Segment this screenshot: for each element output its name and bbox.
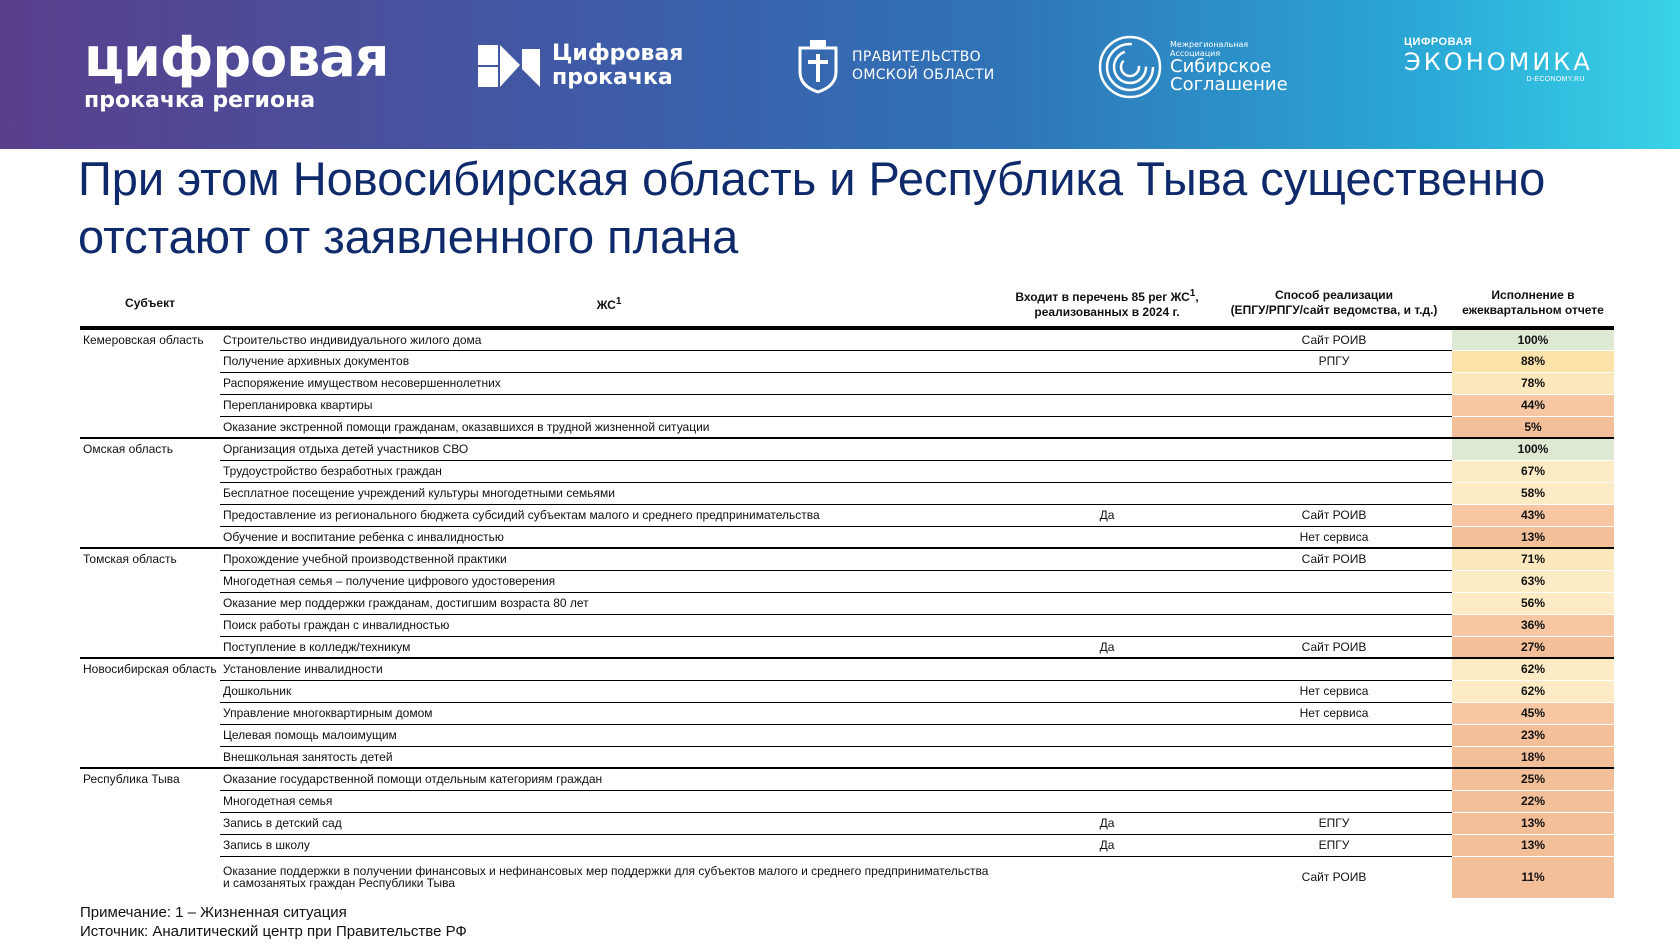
main-logo-line1: цифровая — [84, 26, 389, 89]
logo3-line2: Соглашение — [1170, 74, 1288, 95]
siberian-agreement-logo — [1098, 32, 1288, 102]
way-cell: Нет сервиса — [1216, 680, 1452, 702]
table-row — [80, 658, 1614, 680]
js-name-cell: Дошкольник — [220, 680, 998, 702]
table-row — [80, 438, 1614, 460]
table-row — [80, 614, 1614, 636]
execution-percent-cell: 78% — [1452, 372, 1614, 394]
footnote-note: Примечание: 1 – Жизненная ситуация — [80, 904, 347, 921]
execution-percent-cell: 13% — [1452, 834, 1614, 856]
header-exec — [1452, 284, 1614, 328]
js-name-cell: Распоряжение имуществом несовершеннолетних — [220, 372, 998, 394]
table-row — [80, 350, 1614, 372]
js-name-cell: Управление многоквартирным домом — [220, 702, 998, 724]
list-flag-cell: Да — [1099, 639, 1115, 654]
table-row — [80, 636, 1614, 658]
header-exec-b: ежеквартальном отчете — [1462, 303, 1604, 317]
list-flag-cell — [998, 394, 1216, 416]
js-name-cell: Трудоустройство безработных граждан — [220, 460, 998, 482]
way-cell: Сайт РОИВ — [1216, 328, 1452, 350]
way-cell — [1216, 570, 1452, 592]
cifrovaya-prokachka-logo-icon — [478, 45, 540, 87]
table-row — [80, 482, 1614, 504]
table-row — [80, 526, 1614, 548]
list-flag-cell — [998, 438, 1216, 460]
header-exec-a: Исполнение в — [1491, 288, 1575, 302]
logo1-line2: прокачка — [552, 65, 673, 90]
table-body — [80, 328, 1614, 898]
logo1-line1: Цифровая — [552, 41, 684, 66]
logo2-line1: ПРАВИТЕЛЬСТВО — [852, 49, 982, 65]
execution-percent-cell: 63% — [1452, 570, 1614, 592]
js-name-cell: Организация отдыха детей участников СВО — [220, 438, 998, 460]
js-name-cell: Оказание экстренной помощи гражданам, оказавшихся в трудной жизненной ситуации — [223, 419, 710, 434]
js-name-cell: Оказание мер поддержки гражданам, достигшим возраста 80 лет — [220, 592, 998, 614]
cifrovaya-prokachka-logo — [478, 42, 683, 90]
list-flag-cell — [998, 460, 1216, 482]
js-name-cell: Многодетная семья – получение цифрового удостоверения — [220, 570, 998, 592]
subject-cell: Кемеровская область — [80, 328, 220, 438]
js-name-cell: Запись в детский сад — [220, 812, 998, 834]
table-row — [80, 548, 1614, 570]
table-row — [80, 570, 1614, 592]
way-cell: Сайт РОИВ — [1216, 504, 1452, 526]
execution-percent-cell: 5% — [1452, 416, 1614, 438]
table-row — [80, 416, 1614, 438]
js-name-cell: Внешкольная занятость детей — [223, 749, 393, 764]
js-name-cell: Бесплатное посещение учреждений культуры многодетными семьями — [220, 482, 998, 504]
list-flag-cell — [998, 614, 1216, 636]
header-way-b: (ЕПГУ/РПГУ/сайт ведомства, и т.д.) — [1230, 303, 1438, 317]
main-logo-line2: прокачка региона — [84, 88, 316, 113]
execution-percent-cell: 100% — [1452, 328, 1614, 350]
js-name-cell: Поступление в колледж/техникум — [223, 639, 411, 654]
way-cell: РПГУ — [1216, 350, 1452, 372]
logo3-small2: Ассоциация — [1170, 49, 1221, 58]
execution-percent-cell: 67% — [1452, 460, 1614, 482]
page-title: При этом Новосибирская область и Республика Тыва существенно отстают от заявленного плана — [78, 152, 1546, 263]
table-row — [80, 724, 1614, 746]
table-row — [80, 372, 1614, 394]
execution-percent-cell: 62% — [1452, 680, 1614, 702]
list-flag-cell — [998, 328, 1216, 350]
js-name-cell: Перепланировка квартиры — [220, 394, 998, 416]
way-cell: Нет сервиса — [1299, 529, 1369, 544]
execution-percent-cell: 23% — [1452, 724, 1614, 746]
table-row — [80, 768, 1614, 790]
list-flag-cell — [998, 856, 1216, 898]
list-flag-cell — [998, 350, 1216, 372]
list-flag-cell: Да — [998, 834, 1216, 856]
omsk-government-logo — [796, 38, 994, 94]
table-row — [80, 328, 1614, 350]
execution-percent-cell: 88% — [1452, 350, 1614, 372]
list-flag-cell — [998, 680, 1216, 702]
table-row — [80, 834, 1614, 856]
list-flag-cell — [998, 372, 1216, 394]
execution-percent-cell: 56% — [1452, 592, 1614, 614]
table-row — [80, 460, 1614, 482]
subject-cell: Новосибирская область — [80, 658, 220, 768]
omsk-coat-of-arms-icon — [796, 38, 840, 94]
js-name-cell: Поиск работы граждан с инвалидностью — [220, 614, 998, 636]
way-cell — [1216, 482, 1452, 504]
way-cell: Сайт РОИВ — [1216, 548, 1452, 570]
header-js-text: ЖС — [596, 297, 616, 312]
regions-table-wrapper — [80, 284, 1614, 898]
way-cell — [1216, 614, 1452, 636]
execution-percent-cell: 18% — [1452, 746, 1614, 768]
table-row — [80, 790, 1614, 812]
list-flag-cell: Да — [998, 812, 1216, 834]
execution-percent-cell: 58% — [1452, 482, 1614, 504]
table-header-row — [80, 284, 1614, 328]
logo4-line1: ЦИФРОВАЯ — [1404, 36, 1473, 48]
subject-cell: Томская область — [80, 548, 220, 658]
list-flag-cell — [998, 570, 1216, 592]
way-cell — [1216, 460, 1452, 482]
way-cell — [1216, 768, 1452, 790]
execution-percent-cell: 43% — [1452, 504, 1614, 526]
js-name-cell: Оказание государственной помощи отдельным категориям граждан — [220, 768, 998, 790]
js-name-cell: Целевая помощь малоимущим — [220, 724, 998, 746]
table-row — [80, 746, 1614, 768]
execution-percent-cell: 25% — [1452, 768, 1614, 790]
execution-percent-cell: 62% — [1452, 658, 1614, 680]
execution-percent-cell: 13% — [1452, 526, 1614, 548]
way-cell: ЕПГУ — [1216, 834, 1452, 856]
execution-percent-cell: 13% — [1452, 812, 1614, 834]
js-name-cell: Установление инвалидности — [220, 658, 998, 680]
table-row — [80, 856, 1614, 898]
js-name-cell: Получение архивных документов — [220, 350, 998, 372]
spiral-logo-icon — [1098, 32, 1162, 102]
way-cell: Нет сервиса — [1216, 702, 1452, 724]
list-flag-cell — [998, 416, 1216, 438]
execution-percent-cell: 27% — [1452, 636, 1614, 658]
regions-table — [80, 284, 1614, 898]
way-cell: ЕПГУ — [1216, 812, 1452, 834]
header-way-a: Способ реализации — [1274, 288, 1394, 302]
header-js — [220, 284, 998, 328]
table-row — [80, 702, 1614, 724]
digital-economy-logo — [1404, 36, 1593, 83]
header-list-sup: 1 — [1189, 288, 1196, 299]
header-subject: Субъект — [125, 295, 175, 310]
execution-percent-cell: 11% — [1452, 856, 1614, 898]
header-way — [1216, 284, 1452, 328]
way-cell — [1216, 592, 1452, 614]
execution-percent-cell: 36% — [1452, 614, 1614, 636]
way-cell — [1216, 416, 1452, 438]
list-flag-cell — [998, 768, 1216, 790]
js-name-cell: Оказание поддержки в получении финансовых и нефинансовых мер поддержки для субъектов малого и среднего предпринимательства и самозанятых граждан Республики Тыва — [223, 864, 989, 891]
footnote — [80, 903, 467, 941]
list-flag-cell — [998, 790, 1216, 812]
header-list-text-b: , — [1195, 290, 1199, 304]
js-name-cell: Прохождение учебной производственной практики — [220, 548, 998, 570]
logo4-line3: D-ECONOMY.RU — [1526, 76, 1585, 83]
logo2-line2: ОМСКОЙ ОБЛАСТИ — [852, 67, 995, 83]
header-js-sup: 1 — [615, 295, 622, 307]
way-cell — [1216, 372, 1452, 394]
footnote-source: Источник: Аналитический центр при Правительстве РФ — [80, 923, 467, 940]
table-row — [80, 680, 1614, 702]
js-name-cell: Предоставление из регионального бюджета субсидий субъектам малого и среднего предпринимательства — [220, 504, 998, 526]
execution-percent-cell: 100% — [1452, 438, 1614, 460]
table-row — [80, 504, 1614, 526]
header-list-text-a: Входит в перечень 85 рег ЖС — [1015, 290, 1190, 304]
header-list — [998, 284, 1216, 328]
main-logo — [84, 26, 389, 114]
logo3-small1: Межрегиональная — [1170, 40, 1249, 49]
way-cell — [1216, 746, 1452, 768]
js-name-cell: Строительство индивидуального жилого дома — [220, 328, 998, 350]
subject-cell: Республика Тыва — [80, 768, 220, 898]
js-name-cell: Многодетная семья — [220, 790, 998, 812]
js-name-cell: Запись в школу — [220, 834, 998, 856]
logo4-line2: ЭКОНОМИКА — [1404, 48, 1593, 76]
list-flag-cell — [998, 658, 1216, 680]
list-flag-cell — [998, 548, 1216, 570]
header-list-text-c: реализованных в 2024 г. — [1034, 305, 1180, 319]
logo3-line1: Сибирское — [1170, 56, 1272, 77]
way-cell — [1216, 438, 1452, 460]
way-cell — [1216, 724, 1452, 746]
list-flag-cell — [998, 702, 1216, 724]
execution-percent-cell: 44% — [1452, 394, 1614, 416]
js-name-cell: Обучение и воспитание ребенка с инвалидностью — [223, 529, 504, 544]
way-cell: Сайт РОИВ — [1301, 639, 1367, 654]
list-flag-cell — [998, 724, 1216, 746]
subject-cell: Омская область — [80, 438, 220, 548]
execution-percent-cell: 71% — [1452, 548, 1614, 570]
table-row — [80, 592, 1614, 614]
list-flag-cell — [998, 592, 1216, 614]
list-flag-cell — [998, 482, 1216, 504]
execution-percent-cell: 22% — [1452, 790, 1614, 812]
header-banner — [0, 0, 1680, 149]
table-row — [80, 394, 1614, 416]
list-flag-cell: Да — [998, 504, 1216, 526]
way-cell — [1216, 658, 1452, 680]
list-flag-cell — [998, 746, 1216, 768]
execution-percent-cell: 45% — [1452, 702, 1614, 724]
way-cell — [1216, 790, 1452, 812]
table-row — [80, 812, 1614, 834]
way-cell — [1216, 394, 1452, 416]
list-flag-cell — [998, 526, 1216, 548]
way-cell: Сайт РОИВ — [1301, 870, 1367, 885]
